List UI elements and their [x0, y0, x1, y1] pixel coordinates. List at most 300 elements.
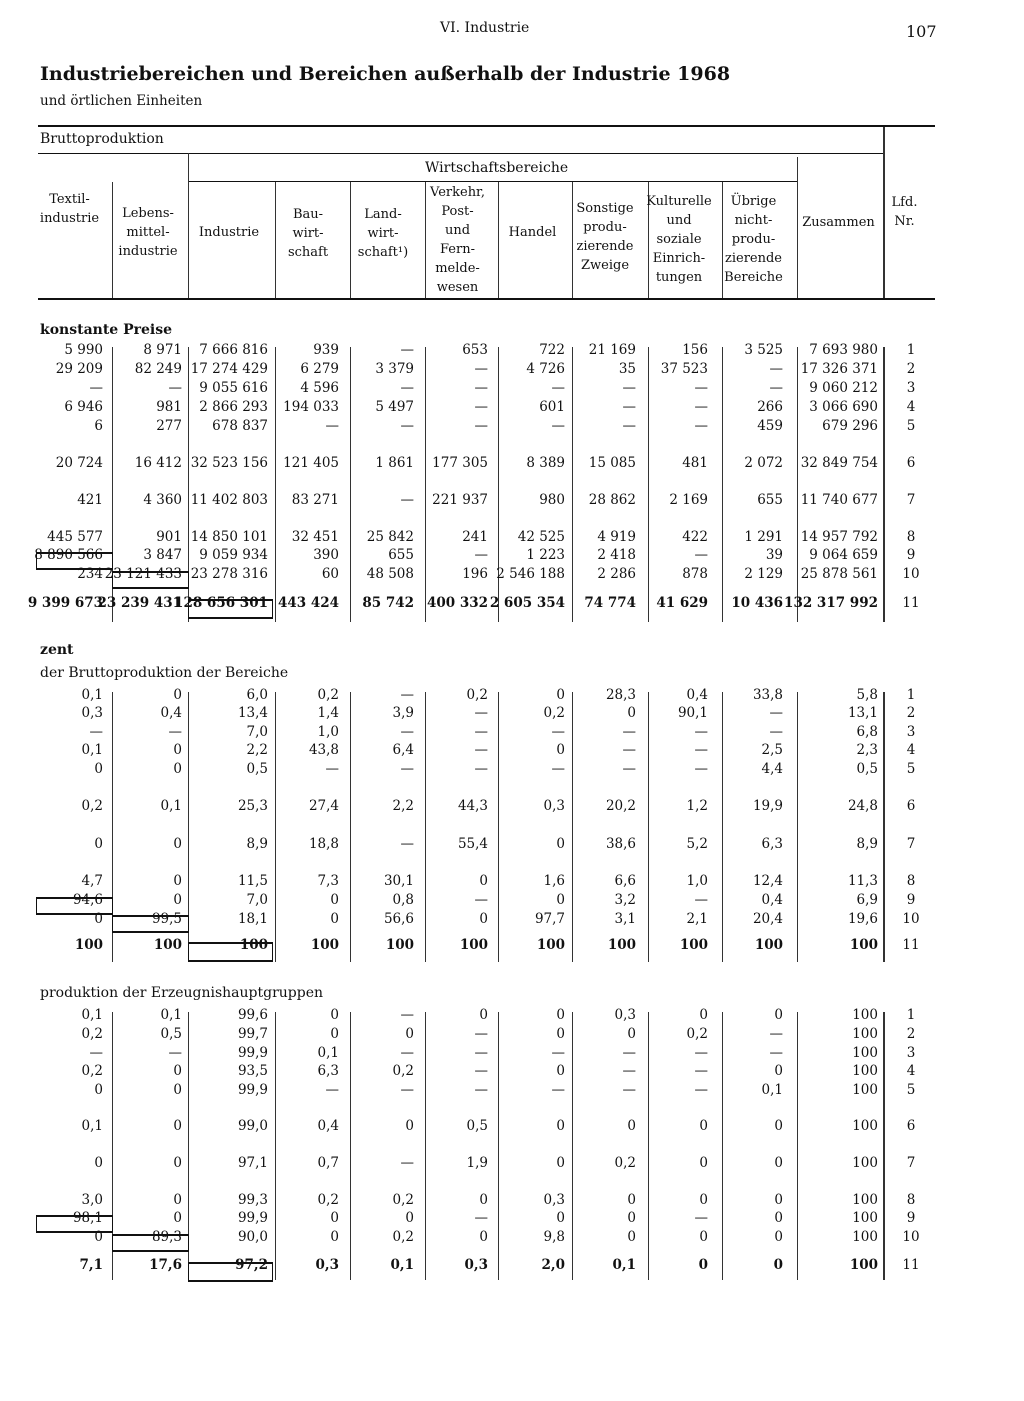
table-cell: 7,1 [79, 1257, 103, 1273]
table-cell: 2 072 [744, 455, 783, 471]
table-cell: 0 [173, 742, 182, 758]
table-cell: 0,5 [466, 1118, 488, 1134]
table-cell: 0,3 [81, 705, 103, 721]
column-rule [425, 347, 426, 622]
row-number: 9 [906, 892, 916, 908]
table-cell: 7,3 [317, 873, 339, 889]
table-cell: — [622, 1045, 636, 1061]
table-cell: — [694, 761, 708, 777]
table-cell: — [474, 1045, 488, 1061]
table-cell: 0 [94, 1082, 103, 1098]
rule-line [188, 181, 797, 182]
table-cell: 0 [774, 1118, 783, 1134]
table-cell: 11,5 [237, 873, 268, 889]
table-cell: 0 [94, 836, 103, 852]
table-cell: 3,9 [392, 705, 414, 721]
table-cell: — [769, 380, 783, 396]
table-cell: 97,7 [534, 911, 565, 927]
column-header-8: Sonstige produ- zierende Zweige [576, 201, 634, 273]
table-cell: 98,1 [72, 1210, 103, 1226]
table-cell: 0 [556, 1063, 565, 1079]
page-title: Industriebereichen und Bereichen außerhalb der Industrie 1968 [40, 63, 731, 85]
table-cell: — [474, 547, 488, 563]
table-cell: — [89, 1045, 103, 1061]
table-cell: 0 [330, 1007, 339, 1023]
table-cell: 9,8 [543, 1229, 565, 1245]
table-cell: 6,4 [392, 742, 414, 758]
table-cell: — [622, 724, 636, 740]
table-cell: — [694, 1045, 708, 1061]
column-rule [883, 692, 885, 962]
table-cell: 0,1 [81, 742, 103, 758]
page-subtitle: und örtlichen Einheiten [40, 93, 203, 109]
table-cell: 35 [618, 361, 636, 377]
table-cell: 100 [310, 937, 339, 953]
table-cell: — [474, 705, 488, 721]
row-number: 5 [906, 418, 916, 434]
table-cell: — [400, 1045, 414, 1061]
column-rule [883, 347, 885, 622]
column-rule [722, 1012, 723, 1280]
row-number: 11 [902, 1257, 920, 1273]
table-cell: 9 399 673 [27, 595, 103, 611]
table-cell: 0,4 [761, 892, 783, 908]
table-cell: 0 [330, 892, 339, 908]
table-cell: 0 [556, 742, 565, 758]
table-cell: 0 [173, 1063, 182, 1079]
table-cell: 0 [556, 836, 565, 852]
column-header-4: Bau- wirt- schaft [287, 207, 329, 260]
table-cell: 679 296 [822, 418, 878, 434]
table-cell: — [400, 687, 414, 703]
table-cell: 443 424 [277, 595, 339, 611]
table-cell: — [474, 1063, 488, 1079]
row-number: 7 [906, 836, 916, 852]
table-cell: 20 724 [55, 455, 103, 471]
table-cell: — [694, 892, 708, 908]
table-cell: 0 [94, 911, 103, 927]
row-number: 2 [906, 1026, 916, 1042]
column-rule [797, 1012, 798, 1280]
table-cell: 94,6 [72, 892, 103, 908]
row-number: 1 [906, 687, 916, 703]
table-cell: 0,2 [317, 687, 339, 703]
table-cell: 0,2 [317, 1192, 339, 1208]
table-cell: — [551, 380, 565, 396]
table-cell: 74 774 [584, 595, 636, 611]
table-cell: 0 [556, 1118, 565, 1134]
table-cell: 0 [699, 1155, 708, 1171]
table-cell: 25,3 [237, 798, 268, 814]
table-cell: 4 596 [300, 380, 339, 396]
table-cell: 8 389 [526, 455, 565, 471]
table-cell: 89,3 [151, 1229, 182, 1245]
table-cell: 6,3 [317, 1063, 339, 1079]
table-cell: 55,4 [457, 836, 488, 852]
table-cell: 132 317 992 [784, 595, 878, 611]
table-cell: 0,4 [160, 705, 182, 721]
table-cell: 25 878 561 [800, 566, 878, 582]
table-cell: 9 064 659 [809, 547, 878, 563]
table-cell: 30,1 [383, 873, 414, 889]
table-cell: 6,6 [614, 873, 636, 889]
table-cell: — [400, 836, 414, 852]
table-cell: 100 [153, 937, 182, 953]
table-cell: 7 666 816 [199, 342, 268, 358]
table-cell: 0 [556, 1210, 565, 1226]
table-cell: 0 [94, 1229, 103, 1245]
row-number: 10 [902, 911, 920, 927]
table-cell: 90,0 [237, 1229, 268, 1245]
table-cell: 0 [173, 1082, 182, 1098]
table-cell: — [400, 492, 414, 508]
table-cell: — [694, 724, 708, 740]
table-cell: 0,4 [686, 687, 708, 703]
row-number: 4 [906, 742, 916, 758]
row-number: 2 [906, 361, 916, 377]
table-cell: 100 [849, 1257, 878, 1273]
table-cell: 0 [627, 1118, 636, 1134]
table-cell: 0 [405, 1210, 414, 1226]
table-cell: — [400, 1155, 414, 1171]
table-cell: 6 946 [64, 399, 103, 415]
table-cell: — [400, 1007, 414, 1023]
table-cell: — [694, 380, 708, 396]
table-cell: — [168, 380, 182, 396]
table-cell: 0 [405, 1026, 414, 1042]
table-cell: — [474, 380, 488, 396]
table-cell: 100 [852, 1026, 878, 1042]
table-cell: 0,5 [160, 1026, 182, 1042]
table-cell: 99,9 [237, 1210, 268, 1226]
table-cell: 18,8 [308, 836, 339, 852]
table-cell: 0 [330, 1026, 339, 1042]
table-cell: — [400, 724, 414, 740]
table-cell: 1,0 [317, 724, 339, 740]
table-cell: 0,2 [81, 1026, 103, 1042]
column-rule [648, 692, 649, 962]
table-cell: 100 [852, 1118, 878, 1134]
row-number: 6 [906, 455, 916, 471]
table-cell: — [474, 1210, 488, 1226]
row-number: 10 [902, 566, 920, 582]
table-cell: 0,2 [614, 1155, 636, 1171]
row-number: 4 [906, 1063, 916, 1079]
table-cell: 0 [627, 1229, 636, 1245]
table-cell: 0 [774, 1210, 783, 1226]
table-cell: 0 [556, 687, 565, 703]
table-cell: 2,2 [246, 742, 268, 758]
table-cell: 3 525 [744, 342, 783, 358]
table-cell: 100 [459, 937, 488, 953]
table-cell: — [551, 1082, 565, 1098]
table-cell: 3,2 [614, 892, 636, 908]
table-cell: 0 [699, 1192, 708, 1208]
table-cell: 27,4 [308, 798, 339, 814]
table-cell: 100 [536, 937, 565, 953]
table-cell: 2,1 [686, 911, 708, 927]
table-cell: 0 [774, 1063, 783, 1079]
column-rule [275, 347, 276, 622]
table-cell: 0 [774, 1155, 783, 1171]
row-number: 8 [906, 529, 916, 545]
table-cell: 0 [479, 873, 488, 889]
table-cell: 481 [682, 455, 708, 471]
table-cell: 2 418 [597, 547, 636, 563]
column-rule [425, 1012, 426, 1280]
table-cell: — [325, 761, 339, 777]
table-cell: 878 [682, 566, 708, 582]
row-number: 9 [906, 547, 916, 563]
table-cell: 97,2 [235, 1257, 268, 1273]
table-cell: 0 [699, 1118, 708, 1134]
table-cell: 0 [699, 1229, 708, 1245]
table-cell: 4 919 [597, 529, 636, 545]
table-cell: — [622, 1063, 636, 1079]
table-cell: 0 [773, 1257, 783, 1273]
table-cell: 0 [556, 1007, 565, 1023]
column-rule [797, 692, 798, 962]
table-cell: 980 [539, 492, 565, 508]
table-cell: 400 332 [426, 595, 488, 611]
table-cell: 0,2 [392, 1229, 414, 1245]
group-header-bruttoproduktion: Bruttoproduktion [40, 131, 164, 147]
table-cell: 41 629 [656, 595, 708, 611]
table-cell: — [694, 742, 708, 758]
table-cell: 0,1 [761, 1082, 783, 1098]
table-cell: 0 [173, 1210, 182, 1226]
row-number: 3 [906, 1045, 916, 1061]
table-cell: 0,5 [856, 761, 878, 777]
table-cell: 100 [239, 937, 268, 953]
table-cell: 5 497 [375, 399, 414, 415]
table-cell: 0 [173, 761, 182, 777]
row-number: 8 [906, 873, 916, 889]
table-cell: 11 740 677 [800, 492, 878, 508]
table-cell: — [168, 724, 182, 740]
table-cell: — [622, 761, 636, 777]
table-cell: 0 [479, 1007, 488, 1023]
table-cell: 0 [173, 873, 182, 889]
table-cell: — [474, 761, 488, 777]
table-cell: 93,5 [237, 1063, 268, 1079]
table-cell: 17 274 429 [190, 361, 268, 377]
table-cell: 15 085 [588, 455, 636, 471]
table-cell: 7,0 [246, 892, 268, 908]
column-rule [572, 347, 573, 622]
column-header-7: Handel [508, 225, 557, 240]
table-cell: 4 726 [526, 361, 565, 377]
column-rule [350, 347, 351, 622]
table-cell: 221 937 [432, 492, 488, 508]
table-cell: — [551, 1045, 565, 1061]
row-number: 6 [906, 1118, 916, 1134]
table-cell: 0,1 [81, 687, 103, 703]
table-cell: 0,2 [392, 1063, 414, 1079]
table-cell: 29 209 [55, 361, 103, 377]
table-cell: — [89, 724, 103, 740]
table-cell: — [474, 1082, 488, 1098]
table-cell: 90,1 [677, 705, 708, 721]
table-cell: — [694, 1082, 708, 1098]
row-number: 5 [906, 1082, 916, 1098]
column-rule [275, 1012, 276, 1280]
table-cell: 0,2 [686, 1026, 708, 1042]
table-cell: 0 [173, 1192, 182, 1208]
table-cell: 0,3 [315, 1257, 339, 1273]
table-cell: — [769, 1045, 783, 1061]
table-cell: 2 169 [669, 492, 708, 508]
table-cell: 38,6 [605, 836, 636, 852]
table-cell: 0 [173, 1118, 182, 1134]
table-cell: 100 [852, 1155, 878, 1171]
table-cell: — [89, 380, 103, 396]
table-cell: 99,5 [151, 911, 182, 927]
table-cell: 653 [462, 342, 488, 358]
column-rule [722, 347, 723, 622]
table-cell: — [474, 418, 488, 434]
row-number: 8 [906, 1192, 916, 1208]
table-cell: 0 [173, 892, 182, 908]
table-cell: 0 [556, 1155, 565, 1171]
section-title-2: zent [40, 642, 74, 658]
table-cell: — [622, 1082, 636, 1098]
column-rule [648, 347, 649, 622]
table-cell: 32 849 754 [800, 455, 878, 471]
table-cell: — [622, 380, 636, 396]
table-cell: 0,2 [392, 1192, 414, 1208]
table-cell: 1,4 [317, 705, 339, 721]
table-cell: 100 [852, 1007, 878, 1023]
table-cell: 13,4 [237, 705, 268, 721]
row-number: 2 [906, 705, 916, 721]
table-cell: 0 [94, 761, 103, 777]
table-cell: 3,0 [81, 1192, 103, 1208]
table-cell: 16 412 [134, 455, 182, 471]
table-cell: 99,0 [237, 1118, 268, 1134]
table-cell: 2 129 [744, 566, 783, 582]
table-cell: 0,5 [246, 761, 268, 777]
table-cell: — [168, 1045, 182, 1061]
table-cell: 19,9 [752, 798, 783, 814]
table-cell: 121 405 [283, 455, 339, 471]
table-cell: 939 [313, 342, 339, 358]
table-cell: 13,1 [847, 705, 878, 721]
table-cell: — [622, 399, 636, 415]
table-cell: 601 [539, 399, 565, 415]
table-cell: 14 957 792 [800, 529, 878, 545]
table-cell: — [622, 418, 636, 434]
table-cell: 196 [462, 566, 488, 582]
table-cell: 0 [556, 892, 565, 908]
table-cell: — [551, 761, 565, 777]
column-rule [883, 1012, 885, 1280]
table-cell: 2 866 293 [199, 399, 268, 415]
table-cell: 100 [852, 1063, 878, 1079]
table-cell: 24,8 [847, 798, 878, 814]
table-cell: 0,2 [466, 687, 488, 703]
table-cell: 678 837 [212, 418, 268, 434]
row-number: 3 [906, 380, 916, 396]
table-cell: 37 523 [660, 361, 708, 377]
table-cell: 100 [852, 1229, 878, 1245]
table-cell: 0 [627, 1026, 636, 1042]
table-cell: — [474, 399, 488, 415]
table-cell: — [400, 380, 414, 396]
table-cell: — [325, 1082, 339, 1098]
table-cell: 100 [852, 1192, 878, 1208]
row-number: 5 [906, 761, 916, 777]
table-cell: 99,9 [237, 1045, 268, 1061]
table-cell: 3 847 [143, 547, 182, 563]
table-cell: 0,1 [612, 1257, 636, 1273]
row-number: 7 [906, 492, 916, 508]
table-cell: 23 278 316 [190, 566, 268, 582]
table-cell: — [694, 547, 708, 563]
table-cell: 1,2 [686, 798, 708, 814]
table-cell: 0 [774, 1007, 783, 1023]
table-cell: 0 [774, 1192, 783, 1208]
table-cell: 56,6 [383, 911, 414, 927]
table-cell: 21 169 [588, 342, 636, 358]
table-cell: 0 [405, 1118, 414, 1134]
table-cell: 0 [94, 1155, 103, 1171]
table-cell: 0 [479, 911, 488, 927]
table-cell: 60 [321, 566, 339, 582]
table-cell: — [769, 705, 783, 721]
table-cell: 99,3 [237, 1192, 268, 1208]
column-rule [425, 692, 426, 962]
table-cell: 277 [156, 418, 182, 434]
table-cell: 0 [556, 1026, 565, 1042]
table-cell: 981 [156, 399, 182, 415]
column-header-5: Land- wirt- schaft¹) [357, 207, 409, 260]
table-cell: 266 [757, 399, 783, 415]
table-cell: — [474, 361, 488, 377]
table-cell: 99,7 [237, 1026, 268, 1042]
table-cell: 97,1 [237, 1155, 268, 1171]
table-cell: 0 [699, 1007, 708, 1023]
table-cell: 390 [313, 547, 339, 563]
table-cell: 0 [627, 705, 636, 721]
table-cell: 6,8 [856, 724, 878, 740]
table-cell: 0,2 [81, 1063, 103, 1079]
table-cell: 3,1 [614, 911, 636, 927]
column-rule [722, 692, 723, 962]
table-cell: 83 271 [291, 492, 339, 508]
table-cell: 28 862 [588, 492, 636, 508]
table-cell: — [400, 342, 414, 358]
table-cell: 0 [173, 836, 182, 852]
rule-line [38, 298, 935, 300]
table-cell: 39 [765, 547, 783, 563]
table-cell: 9 055 616 [199, 380, 268, 396]
table-cell: 23 239 431 [97, 595, 182, 611]
column-header-12: Lfd. Nr. [891, 195, 918, 229]
table-cell: 177 305 [432, 455, 488, 471]
table-cell: 901 [156, 529, 182, 545]
table-cell: 445 577 [47, 529, 103, 545]
table-cell: 422 [682, 529, 708, 545]
table-cell: 722 [539, 342, 565, 358]
table-cell: — [769, 1026, 783, 1042]
table-cell: — [400, 761, 414, 777]
table-cell: 2,5 [761, 742, 783, 758]
table-cell: 33,8 [752, 687, 783, 703]
table-cell: 241 [462, 529, 488, 545]
table-cell: 1 291 [744, 529, 783, 545]
table-cell: 1 223 [526, 547, 565, 563]
